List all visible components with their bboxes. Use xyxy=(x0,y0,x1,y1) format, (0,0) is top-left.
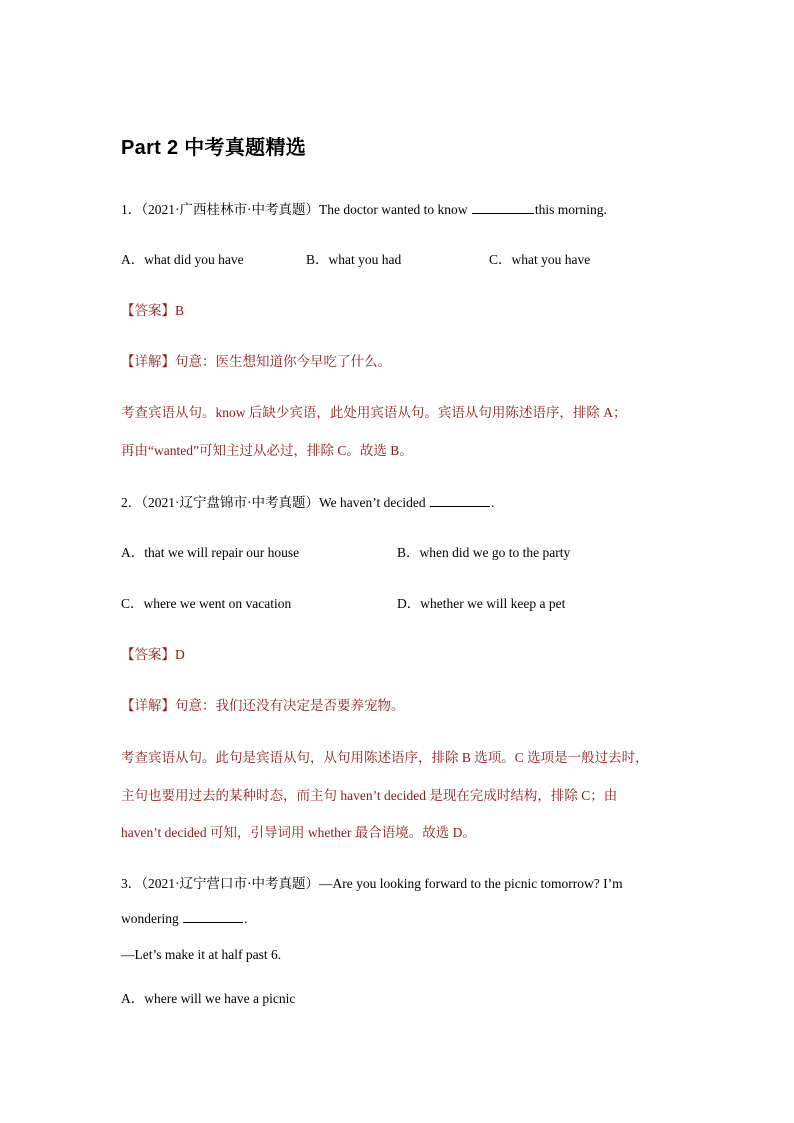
question-3-reply: —Let’s make it at half past 6. xyxy=(121,947,282,962)
question-3-stem-prefix: wondering xyxy=(121,911,183,926)
question-2-analysis-line-1: 考查宾语从句。此句是宾语从句，从句用陈述语序，排除 B 选项。C 选项是一般过去时， xyxy=(121,750,649,765)
question-2-detail: 【详解】句意：我们还没有决定是否要养宠物。 xyxy=(121,698,405,713)
question-1-option-c: C．what you have xyxy=(489,252,591,267)
question-2-stem xyxy=(121,493,494,512)
question-1-stem-suffix: this morning. xyxy=(534,202,607,217)
question-3-stem-line-2 xyxy=(121,909,248,928)
question-1-answer: 【答案】B xyxy=(121,303,185,318)
question-3-stem-line-1: 3．（2021·辽宁营口市·中考真题）—Are you looking forward to the picnic tomorrow? I’m xyxy=(121,876,623,891)
question-2-option-c: C．where we went on vacation xyxy=(121,596,292,611)
question-2-option-a: A．that we will repair our house xyxy=(121,545,300,560)
question-1-stem xyxy=(121,200,607,219)
question-2-analysis-line-3: haven’t decided 可知，引导词用 whether 最合语境。故选 D。 xyxy=(121,825,476,840)
question-1-blank xyxy=(472,200,534,214)
question-2-analysis-line-2: 主句也要用过去的某种时态，而主句 haven’t decided 是现在完成时结构，排除 C；由 xyxy=(121,788,618,803)
question-2-option-b: B．when did we go to the party xyxy=(397,545,571,560)
question-2-answer: 【答案】D xyxy=(121,647,185,662)
question-3-blank xyxy=(183,909,243,923)
question-1-analysis-line-2: 再由“wanted”可知主过从必过，排除 C。故选 B。 xyxy=(121,443,413,458)
question-2-stem-prefix: 2．（2021·辽宁盘锦市·中考真题）We haven’t decided xyxy=(121,495,429,510)
question-3-stem-suffix: . xyxy=(244,911,248,926)
question-2-option-d: D．whether we will keep a pet xyxy=(397,596,566,611)
question-1-option-b: B．what you had xyxy=(306,252,402,267)
question-2-blank xyxy=(430,493,490,507)
question-1-detail: 【详解】句意：医生想知道你今早吃了什么。 xyxy=(121,354,391,369)
question-1-option-a: A．what did you have xyxy=(121,252,244,267)
section-title: Part 2 中考真题精选 xyxy=(121,137,307,159)
question-1-analysis-line-1: 考查宾语从句。know 后缺少宾语，此处用宾语从句。宾语从句用陈述语序，排除 A； xyxy=(121,405,627,420)
question-3-option-a: A．where will we have a picnic xyxy=(121,991,296,1006)
question-2-stem-suffix: . xyxy=(490,495,495,510)
question-1-stem-prefix: 1．（2021·广西桂林市·中考真题）The doctor wanted to know xyxy=(121,202,471,217)
